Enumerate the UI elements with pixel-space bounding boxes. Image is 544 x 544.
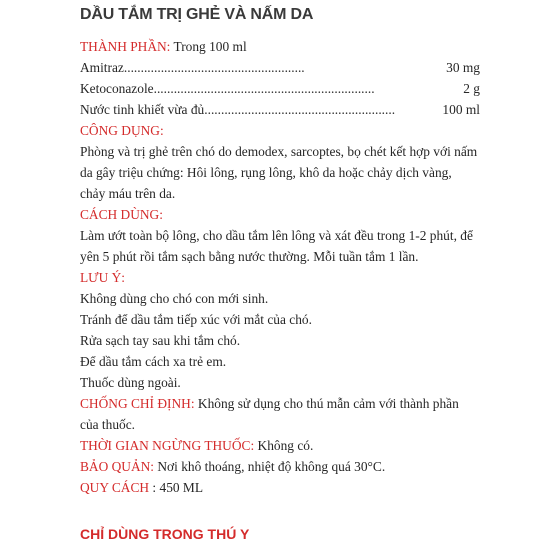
note-item: Để dầu tắm cách xa trẻ em. [80, 354, 227, 369]
note-item: Rửa sạch tay sau khi tắm chó. [80, 333, 241, 348]
document-title: DẦU TẮM TRỊ GHẺ VÀ NẤM DA [80, 6, 314, 23]
ingredient-row [80, 99, 480, 120]
ingredient-row [80, 57, 480, 78]
composition-heading: THÀNH PHẦN: [80, 39, 171, 54]
packaging-line [80, 477, 480, 498]
uses-text: Phòng và trị ghẻ trên chó do demodex, sarcoptes, bọ chét kết hợp với nấm da gây triệu chứng: Hôi lông, rụng lông, khô da hoặc chảy dịch vàng, chảy máu trên da. [80, 144, 478, 201]
storage-line [80, 456, 480, 477]
note-item: Tránh để dầu tắm tiếp xúc với mắt của chó. [80, 312, 312, 327]
packaging-text: : 450 ML [149, 480, 204, 495]
ingredient-name: Amitraz [80, 60, 124, 75]
packaging-heading: QUY CÁCH [80, 480, 150, 495]
contraindication-heading: CHỐNG CHỈ ĐỊNH: [80, 396, 195, 411]
ingredient-value: 30 mg [446, 60, 480, 75]
composition-text: Trong 100 ml [170, 39, 247, 54]
product-info [80, 36, 480, 498]
veterinary-use-notice: CHỈ DÙNG TRONG THÚ Y [80, 526, 250, 542]
composition-line [80, 36, 480, 57]
ingredient-value: 2 g [463, 81, 480, 96]
note-item: Thuốc dùng ngoài. [80, 375, 181, 390]
ingredient-dots: .................................................................. [153, 81, 375, 96]
withdrawal-line [80, 435, 480, 456]
ingredient-dots: ......................................................... [204, 102, 396, 117]
uses-heading: CÔNG DỤNG: [80, 123, 164, 138]
ingredient-value: 100 ml [442, 102, 480, 117]
contraindication-text: Không sử dụng cho thú mẫn cảm với thành phần của thuốc. [80, 396, 459, 432]
ingredient-name: Ketoconazole [80, 81, 154, 96]
ingredient-name: Nước tinh khiết vừa đủ [80, 102, 205, 117]
storage-text: Nơi khô thoáng, nhiệt độ không quá 30°C. [154, 459, 386, 474]
usage-text: Làm ướt toàn bộ lông, cho dầu tắm lên lông và xát đều trong 1-2 phút, để yên 5 phút rồi tắm sạch bằng nước thường. Mỗi tuần tắm 1 lần. [80, 228, 473, 264]
ingredient-row [80, 78, 480, 99]
usage-heading: CÁCH DÙNG: [80, 207, 163, 222]
notes-heading: LƯU Ý: [80, 270, 125, 285]
note-item: Không dùng cho chó con mới sinh. [80, 291, 269, 306]
storage-heading: BẢO QUẢN: [80, 459, 155, 474]
withdrawal-text: Không có. [254, 438, 314, 453]
withdrawal-heading: THỜI GIAN NGỪNG THUỐC: [80, 438, 255, 453]
ingredient-dots: ...................................................... [123, 60, 305, 75]
contraindication-line [80, 393, 480, 435]
